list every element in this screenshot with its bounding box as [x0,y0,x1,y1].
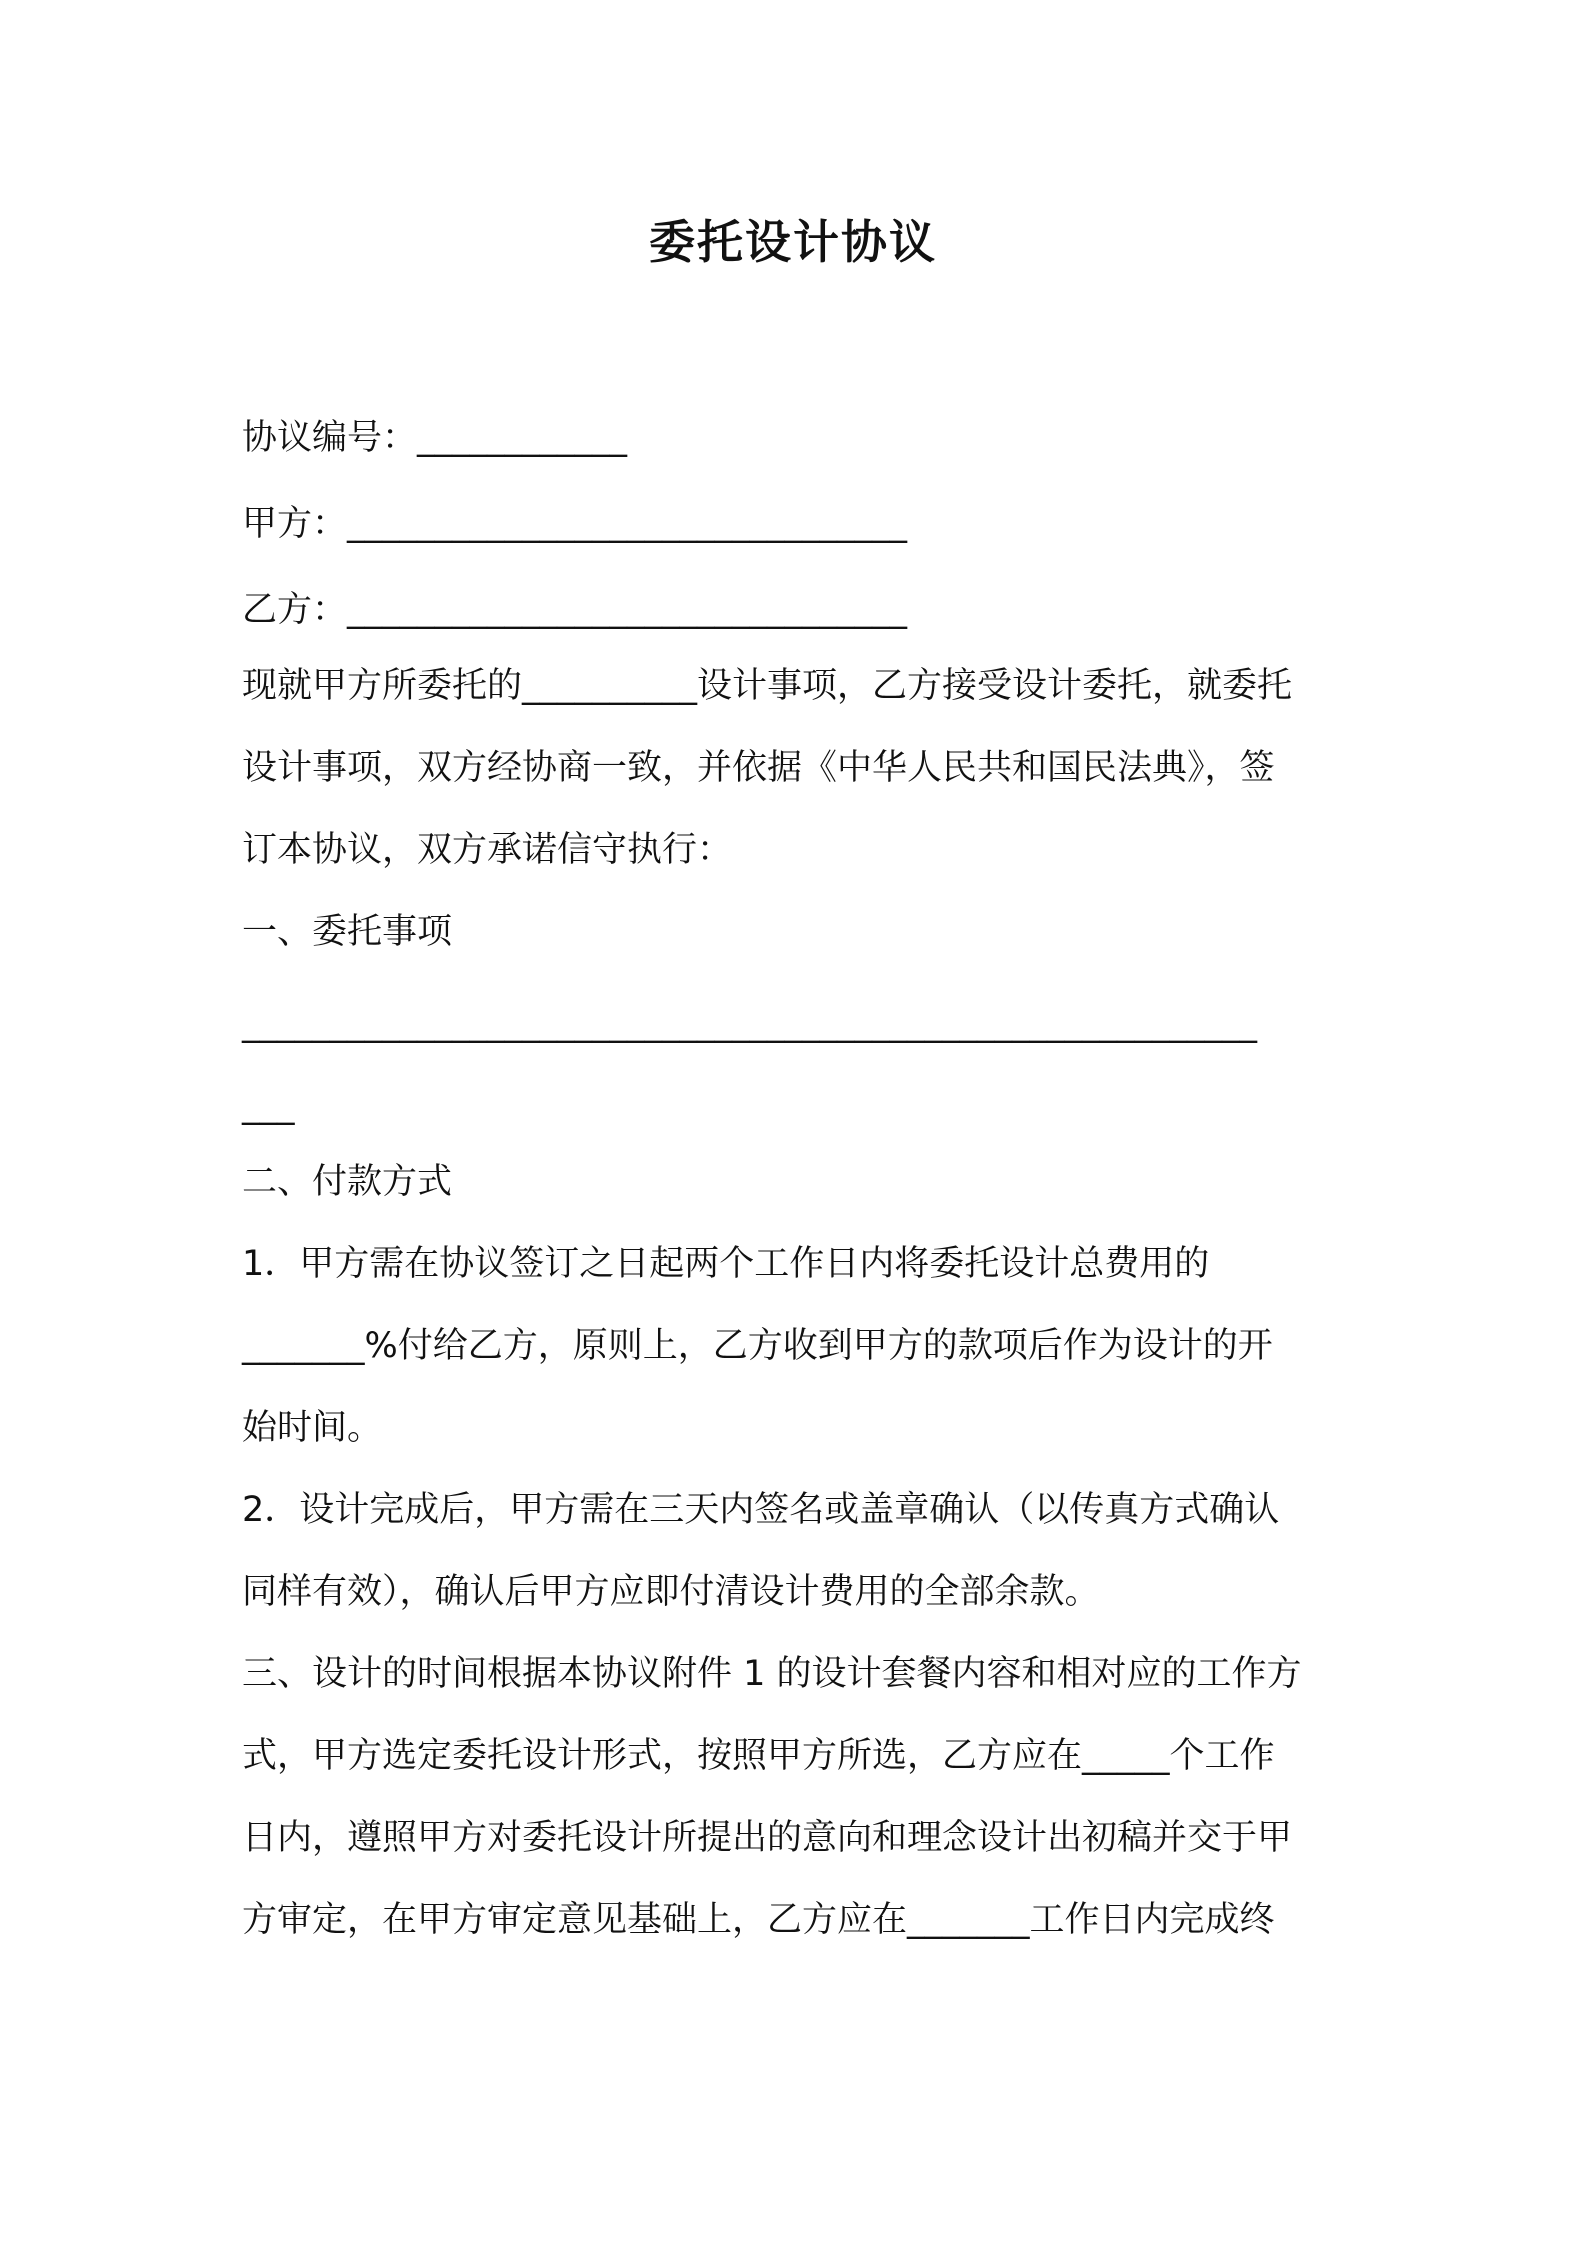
preamble-line-2: 设计事项，双方经协商一致，并依据《中华人民共和国民法典》，签 [242,748,1275,788]
document-title: 委托设计协议 [649,215,937,269]
section-1-blank-line: __________________________________________________________ [242,1004,1257,1044]
clause-2-2-line-2: 同样有效），确认后甲方应即付清设计费用的全部余款。 [242,1572,1100,1612]
agreement-number-line: 协议编号：____________ [242,418,628,458]
clause-2-1-line-3: 始时间。 [242,1408,383,1448]
section-1-blank-line-cont: ___ [242,1086,295,1126]
party-b-line: 乙方：________________________________ [242,590,908,630]
section-1-heading: 一、委托事项 [242,912,453,952]
clause-2-1-line-2: _______%付给乙方，原则上，乙方收到甲方的款项后作为设计的开 [242,1326,1273,1366]
section-3-line-2: 式，甲方选定委托设计形式，按照甲方所选，乙方应在_____个工作 [242,1736,1275,1776]
section-3-line-1: 三、设计的时间根据本协议附件 1 的设计套餐内容和相对应的工作方 [242,1654,1302,1694]
section-3-line-3: 日内，遵照甲方对委托设计所提出的意向和理念设计出初稿并交于甲 [242,1818,1293,1858]
section-3-line-4: 方审定，在甲方审定意见基础上，乙方应在_______工作日内完成终 [242,1900,1275,1940]
preamble-line-3: 订本协议，双方承诺信守执行： [242,830,733,870]
section-2-heading: 二、付款方式 [242,1162,453,1202]
party-a-line: 甲方：________________________________ [242,504,908,544]
preamble-line-1: 现就甲方所委托的__________设计事项，乙方接受设计委托，就委托 [242,666,1293,706]
clause-2-1-line-1: 1．甲方需在协议签订之日起两个工作日内将委托设计总费用的 [242,1244,1210,1284]
clause-2-2-line-1: 2．设计完成后，甲方需在三天内签名或盖章确认（以传真方式确认 [242,1490,1280,1530]
